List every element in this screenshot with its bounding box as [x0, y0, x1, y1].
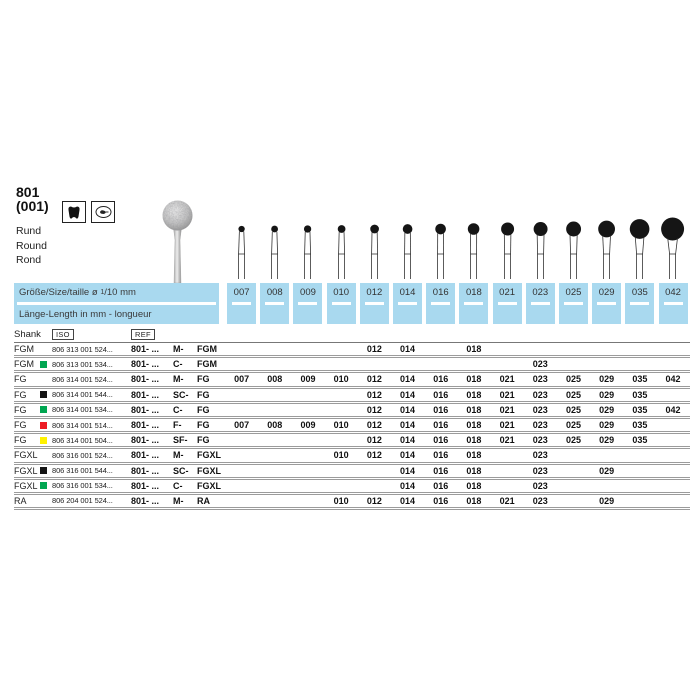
- size-value: 010: [333, 287, 350, 298]
- size-value-cell: 023: [532, 374, 548, 385]
- size-value-cell: 029: [599, 374, 615, 385]
- size-value-cell: [291, 481, 324, 491]
- size-value: 029: [598, 287, 615, 298]
- size-value-cell: [258, 435, 291, 445]
- iso-header: ISO: [52, 329, 131, 340]
- size-value-cell: [225, 344, 258, 354]
- size-value-cell: 010: [333, 420, 349, 431]
- size-value-cell: [258, 481, 291, 491]
- iso-cell: 806 316 001 524...: [52, 450, 113, 460]
- size-value-cell: 016: [433, 465, 449, 476]
- grit-color-square: [40, 437, 47, 444]
- size-column-016: [426, 283, 455, 324]
- ref-cell: 801- ... C- FGM: [131, 359, 217, 370]
- size-column-025: [559, 283, 588, 324]
- size-value-cell: 035: [632, 435, 648, 446]
- product-variant: (001): [16, 198, 49, 214]
- table-row: [14, 465, 690, 480]
- size-value-cell: [325, 359, 358, 369]
- size-value-cell: [656, 344, 689, 354]
- size-value-cell: [291, 466, 324, 476]
- size-value: 021: [499, 287, 516, 298]
- ref-cell: 801- ... M- RA: [131, 495, 210, 506]
- shape-names: [16, 224, 47, 268]
- bur-drawing-012: [358, 214, 391, 281]
- size-value: 014: [399, 287, 416, 298]
- size-value-cell: 012: [366, 404, 382, 415]
- size-value-cell: [258, 344, 291, 354]
- size-value-cell: 029: [599, 404, 615, 415]
- size-value-cell: 025: [565, 374, 581, 385]
- size-value-cell: [325, 435, 358, 445]
- size-value-cell: 023: [532, 495, 548, 506]
- size-value-cell: [457, 359, 490, 369]
- size-value-cell: 010: [333, 450, 349, 461]
- size-value-cell: 014: [400, 480, 416, 491]
- size-value-cell: 029: [599, 389, 615, 400]
- length-label: Länge-Length in mm - longueur: [19, 308, 152, 320]
- iso-cell: 806 313 001 534...: [52, 359, 113, 369]
- size-value-cell: 023: [532, 420, 548, 431]
- size-value-cell: 018: [466, 344, 482, 355]
- size-value-cell: 021: [499, 374, 515, 385]
- size-value-cell: 025: [565, 404, 581, 415]
- size-value-cell: [291, 450, 324, 460]
- size-value-cell: [623, 359, 656, 369]
- size-column-014: [393, 283, 422, 324]
- size-value-cell: 016: [433, 420, 449, 431]
- shank-cell: FGM: [14, 359, 34, 370]
- size-value-cell: 021: [499, 404, 515, 415]
- size-value-cell: [325, 481, 358, 491]
- bur-drawing-016: [424, 214, 457, 281]
- shank-cell: FG: [14, 389, 27, 400]
- shank-cell: FG: [14, 374, 27, 385]
- size-value-cell: [225, 359, 258, 369]
- size-value-cell: [291, 405, 324, 415]
- size-value-cell: [623, 496, 656, 506]
- grit-color-square: [40, 406, 47, 413]
- size-value-cell: [258, 405, 291, 415]
- size-value: 009: [300, 287, 316, 298]
- shank-cell: FGXL: [14, 480, 38, 491]
- size-value-cell: [325, 344, 358, 354]
- ref-cell: 801- ... C- FG: [131, 404, 210, 415]
- size-value-cell: 014: [400, 420, 416, 431]
- size-value-cell: [656, 481, 689, 491]
- size-value-cell: [623, 344, 656, 354]
- size-value-cell: [291, 435, 324, 445]
- size-value: 007: [233, 287, 250, 298]
- table-row: [14, 480, 690, 495]
- size-value-cell: [291, 344, 324, 354]
- size-value-cell: [656, 390, 689, 400]
- application-icons: [62, 201, 115, 223]
- size-value-cell: [225, 466, 258, 476]
- size-label: Größe/Size/taille ø 1 /10 mm: [19, 287, 136, 298]
- size-value-cell: [491, 344, 524, 354]
- iso-cell: 806 314 001 504...: [52, 435, 113, 445]
- bur-photo: [148, 198, 206, 288]
- size-value-cell: [258, 466, 291, 476]
- bur-drawing-035: [623, 214, 656, 281]
- size-column-008: [260, 283, 289, 324]
- size-value-cell: [258, 496, 291, 506]
- size-value-cell: 012: [366, 420, 382, 431]
- shape-name-de: Rund: [16, 225, 42, 237]
- tooth-icon: [62, 201, 86, 223]
- bur-drawing-021: [491, 214, 524, 281]
- size-value-cell: [258, 359, 291, 369]
- size-value-cell: [557, 481, 590, 491]
- bur-drawing-009: [291, 214, 324, 281]
- bur-drawing-029: [590, 214, 623, 281]
- size-value-cell: [557, 359, 590, 369]
- size-value-cell: 018: [466, 389, 482, 400]
- bur-drawing-008: [258, 214, 291, 281]
- size-value: 012: [366, 287, 383, 298]
- size-column-042: [659, 283, 688, 324]
- size-value-cell: [325, 390, 358, 400]
- size-value: 025: [565, 287, 582, 298]
- shank-cell: FGXL: [14, 465, 38, 476]
- size-value-cell: 023: [532, 450, 548, 461]
- size-value-cell: [656, 435, 689, 445]
- iso-cell: 806 314 001 544...: [52, 390, 113, 400]
- size-value-cell: [590, 359, 623, 369]
- size-value-cell: [258, 450, 291, 460]
- size-value-cell: [623, 450, 656, 460]
- shank-cell: RA: [14, 495, 27, 506]
- size-value-cell: 018: [466, 420, 482, 431]
- size-column-010: [327, 283, 356, 324]
- grit-color-square: [40, 482, 47, 489]
- size-value-cell: [656, 496, 689, 506]
- size-value-cell: [358, 481, 391, 491]
- size-value-cell: 012: [366, 374, 382, 385]
- size-column-021: [493, 283, 522, 324]
- bur-drawing-010: [325, 214, 358, 281]
- size-column-018: [459, 283, 488, 324]
- table-row: [14, 419, 690, 434]
- size-value-cell: [656, 420, 689, 430]
- size-value-cell: [656, 359, 689, 369]
- size-value-cell: 029: [599, 420, 615, 431]
- ref-cell: 801- ... M- FG: [131, 374, 210, 385]
- grit-color-square: [40, 467, 47, 474]
- bur-drawing-042: [656, 214, 689, 281]
- grit-color-square: [40, 391, 47, 398]
- shank-cell: FG: [14, 420, 27, 431]
- bur-drawing-007: [225, 214, 258, 281]
- size-value-cell: 014: [400, 389, 416, 400]
- size-value-cell: [391, 359, 424, 369]
- size-value-cell: 021: [499, 435, 515, 446]
- size-value-cell: 021: [499, 495, 515, 506]
- size-value-cell: [491, 481, 524, 491]
- table-row: [14, 358, 690, 373]
- iso-cell: 806 313 001 524...: [52, 344, 113, 354]
- size-value-cell: 025: [565, 420, 581, 431]
- size-value-cell: [623, 466, 656, 476]
- size-value-cell: 018: [466, 374, 482, 385]
- size-value-cell: 035: [632, 420, 648, 431]
- size-value-cell: [225, 450, 258, 460]
- table-row: [14, 434, 690, 449]
- size-value-cell: [325, 466, 358, 476]
- size-value-cell: 021: [499, 389, 515, 400]
- table-row: [14, 389, 690, 404]
- size-value-cell: 009: [300, 374, 316, 385]
- size-column-023: [526, 283, 555, 324]
- size-value-cell: [291, 496, 324, 506]
- table-row: [14, 373, 690, 388]
- size-value-cell: 023: [532, 465, 548, 476]
- size-value-cell: 023: [532, 435, 548, 446]
- shank-cell: FG: [14, 435, 27, 446]
- size-value-cell: 016: [433, 450, 449, 461]
- shape-name-en: Round: [16, 239, 47, 252]
- size-value-cell: [557, 466, 590, 476]
- size-value-cell: 029: [599, 465, 615, 476]
- shank-cell: FGXL: [14, 450, 38, 461]
- size-value-cell: [225, 390, 258, 400]
- size-value-cell: 014: [400, 435, 416, 446]
- size-value-cell: 018: [466, 495, 482, 506]
- size-value-cell: 023: [532, 480, 548, 491]
- ref-header: REF: [131, 329, 690, 340]
- shank-cell: FG: [14, 404, 27, 415]
- size-value-cell: 029: [599, 435, 615, 446]
- size-value-cell: 035: [632, 374, 648, 385]
- table-row: [14, 343, 690, 358]
- size-value-cell: [424, 344, 457, 354]
- size-value-cell: [656, 466, 689, 476]
- size-value: 035: [631, 287, 648, 298]
- size-value-cell: 016: [433, 435, 449, 446]
- size-value-cell: 023: [532, 389, 548, 400]
- size-value-cell: 018: [466, 465, 482, 476]
- size-value-cell: 018: [466, 480, 482, 491]
- size-value-cell: 042: [665, 374, 681, 385]
- ref-cell: 801- ... C- FGXL: [131, 480, 221, 491]
- size-value-cell: 014: [400, 465, 416, 476]
- size-columns: [225, 283, 690, 324]
- size-value-cell: 012: [366, 435, 382, 446]
- size-value-cell: 014: [400, 404, 416, 415]
- size-length-labels: [14, 283, 219, 324]
- size-value-cell: 012: [366, 389, 382, 400]
- ref-cell: 801- ... F- FG: [131, 420, 210, 431]
- size-column-007: [227, 283, 256, 324]
- size-value: 016: [432, 287, 449, 298]
- size-value-cell: [424, 359, 457, 369]
- size-column-035: [625, 283, 654, 324]
- spec-table-body: [14, 343, 690, 510]
- size-value-cell: 009: [300, 420, 316, 431]
- size-value-cell: 012: [366, 495, 382, 506]
- size-value: 023: [532, 287, 549, 298]
- size-value-cell: [491, 466, 524, 476]
- shape-name-fr: Rond: [16, 254, 42, 266]
- size-value-cell: 007: [234, 420, 250, 431]
- product-number: 801: [16, 184, 40, 200]
- size-value-cell: [491, 450, 524, 460]
- size-value-cell: 035: [632, 389, 648, 400]
- bur-illustrations: [225, 214, 691, 281]
- size-value-cell: [225, 496, 258, 506]
- size-value-cell: [590, 450, 623, 460]
- size-value-cell: 014: [400, 495, 416, 506]
- size-value-cell: [590, 344, 623, 354]
- bur-drawing-014: [391, 214, 424, 281]
- size-column-009: [293, 283, 322, 324]
- iso-cell: 806 314 001 524...: [52, 374, 113, 384]
- size-value: 018: [465, 287, 482, 298]
- size-value-cell: 042: [665, 404, 681, 415]
- size-value-cell: [225, 435, 258, 445]
- iso-cell: 806 314 001 514...: [52, 420, 113, 430]
- size-value-cell: 008: [267, 420, 283, 431]
- size-value-cell: [225, 481, 258, 491]
- size-value-cell: 025: [565, 389, 581, 400]
- grit-color-square: [40, 422, 47, 429]
- size-value-cell: [258, 390, 291, 400]
- bur-drawing-018: [457, 214, 490, 281]
- size-value-cell: 035: [632, 404, 648, 415]
- size-value-cell: 007: [234, 374, 250, 385]
- size-value-cell: 010: [333, 374, 349, 385]
- size-value-cell: [358, 466, 391, 476]
- table-header: [14, 327, 690, 343]
- size-value-cell: 018: [466, 435, 482, 446]
- table-row: [14, 404, 690, 419]
- ref-cell: 801- ... SF- FG: [131, 435, 210, 446]
- size-value-cell: 016: [433, 404, 449, 415]
- iso-cell: 806 204 001 524...: [52, 496, 113, 506]
- size-value-cell: 012: [366, 344, 382, 355]
- size-value-cell: 012: [366, 450, 382, 461]
- table-row: [14, 495, 690, 510]
- iso-cell: 806 316 001 534...: [52, 481, 113, 491]
- size-value-cell: [524, 344, 557, 354]
- size-value: 042: [665, 287, 681, 298]
- bur-drawing-025: [557, 214, 590, 281]
- iso-cell: 806 316 001 544...: [52, 466, 113, 476]
- size-value-cell: [557, 450, 590, 460]
- size-value: 008: [266, 287, 283, 298]
- shank-header: Shank: [14, 329, 41, 340]
- size-value-cell: [291, 390, 324, 400]
- size-value-cell: 018: [466, 450, 482, 461]
- size-value-cell: 014: [400, 344, 416, 355]
- size-value-cell: 008: [267, 374, 283, 385]
- ref-cell: 801- ... SC- FG: [131, 389, 210, 400]
- iso-cell: 806 314 001 534...: [52, 405, 113, 415]
- size-value-cell: [590, 481, 623, 491]
- size-value-cell: [557, 496, 590, 506]
- size-value-cell: [358, 359, 391, 369]
- size-value-cell: 025: [565, 435, 581, 446]
- shank-cell: FGM: [14, 344, 34, 355]
- size-column-012: [360, 283, 389, 324]
- size-value-cell: 023: [532, 359, 548, 370]
- size-value-cell: [325, 405, 358, 415]
- size-value-cell: 016: [433, 495, 449, 506]
- size-value-cell: [656, 450, 689, 460]
- size-value-cell: [225, 405, 258, 415]
- size-column-029: [592, 283, 621, 324]
- size-value-cell: 023: [532, 404, 548, 415]
- size-header-band: [14, 283, 690, 324]
- size-value-cell: 016: [433, 389, 449, 400]
- table-row: [14, 449, 690, 464]
- ref-cell: 801- ... M- FGM: [131, 344, 217, 355]
- size-value-cell: 021: [499, 420, 515, 431]
- size-value-cell: 014: [400, 450, 416, 461]
- size-value-cell: 029: [599, 495, 615, 506]
- size-value-cell: [291, 359, 324, 369]
- bur-drawing-023: [524, 214, 557, 281]
- size-value-cell: 010: [333, 495, 349, 506]
- size-value-cell: 016: [433, 374, 449, 385]
- size-value-cell: [623, 481, 656, 491]
- size-value-cell: [557, 344, 590, 354]
- ref-cell: 801- ... SC- FGXL: [131, 465, 221, 476]
- product-title: [16, 185, 49, 213]
- grit-color-square: [40, 361, 47, 368]
- size-value-cell: [491, 359, 524, 369]
- size-value-cell: 018: [466, 404, 482, 415]
- size-value-cell: 014: [400, 374, 416, 385]
- ref-cell: 801- ... M- FGXL: [131, 450, 221, 461]
- caries-icon: [91, 201, 115, 223]
- size-value-cell: 016: [433, 480, 449, 491]
